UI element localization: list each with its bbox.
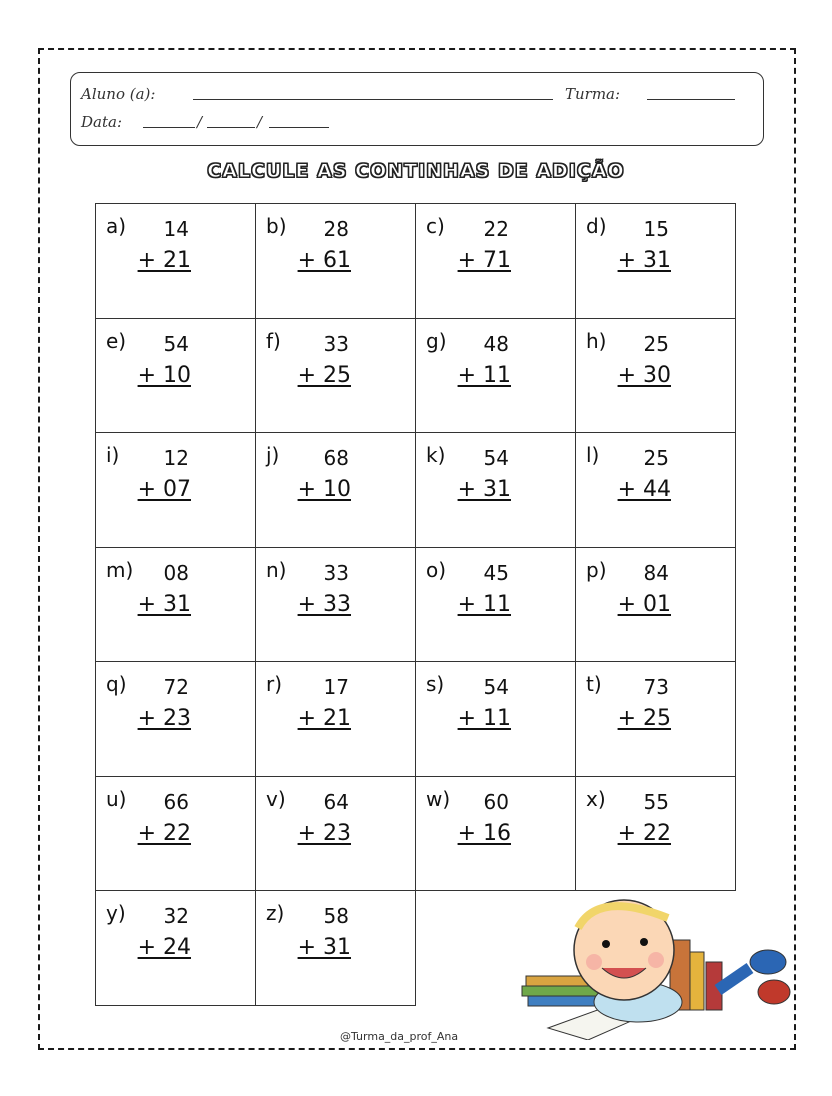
exercise-cell (95, 432, 256, 548)
second-addend: + 22 (137, 820, 191, 846)
exercise-cell (575, 203, 736, 319)
data-year-line[interactable] (269, 127, 329, 128)
exercise-cell (415, 203, 576, 319)
first-addend: 84 (643, 560, 669, 585)
exercise-cell (95, 661, 256, 777)
first-addend: 55 (643, 789, 669, 814)
exercise-letter: m) (106, 557, 134, 582)
exercise-letter: q) (106, 672, 127, 696)
exercise-cell (95, 776, 256, 892)
exercise-cell (95, 318, 256, 434)
second-addend: + 11 (457, 706, 511, 731)
child-reading-books-icon (518, 890, 794, 1045)
second-addend: + 44 (617, 477, 671, 502)
exercise-cell (95, 203, 256, 319)
exercise-cell (95, 890, 256, 1006)
exercise-cell (415, 432, 576, 548)
exercise-letter: k) (426, 443, 446, 467)
exercise-cell (575, 547, 736, 663)
aluno-name-line[interactable] (193, 99, 553, 100)
second-addend: + 25 (297, 362, 351, 388)
exercise-letter: z) (266, 901, 285, 925)
turma-label: Turma: (565, 85, 621, 103)
first-addend: 54 (483, 675, 509, 699)
exercise-letter: d) (586, 214, 607, 238)
exercise-cell (255, 318, 416, 434)
exercise-cell (415, 547, 576, 663)
exercise-cell (255, 203, 416, 319)
first-addend: 12 (163, 446, 189, 470)
exercise-letter: r) (266, 672, 283, 696)
second-addend: + 30 (617, 362, 671, 388)
exercise-cell (415, 776, 576, 892)
second-addend: + 33 (297, 591, 351, 617)
first-addend: 28 (323, 217, 349, 241)
second-addend: + 11 (457, 591, 511, 617)
second-addend: + 22 (617, 820, 671, 846)
exercise-letter: a) (106, 214, 127, 238)
exercise-letter: c) (426, 214, 445, 238)
first-addend: 54 (163, 331, 189, 356)
turma-line[interactable] (647, 99, 735, 100)
date-slash-2: / (257, 113, 263, 131)
exercise-cell (575, 432, 736, 548)
data-day-line[interactable] (143, 127, 195, 128)
exercise-letter: v) (266, 786, 286, 811)
second-addend: + 71 (457, 248, 511, 273)
first-addend: 72 (163, 675, 189, 699)
first-addend: 33 (323, 331, 349, 356)
exercise-letter: i) (106, 443, 120, 467)
first-addend: 22 (483, 217, 509, 241)
exercise-cell (575, 776, 736, 892)
exercise-letter: f) (266, 328, 281, 353)
second-addend: + 23 (297, 820, 351, 846)
exercise-letter: p) (586, 557, 607, 582)
exercise-letter: e) (106, 328, 127, 353)
first-addend: 48 (483, 331, 509, 356)
first-addend: 32 (163, 904, 189, 928)
second-addend: + 10 (297, 477, 351, 502)
data-month-line[interactable] (207, 127, 255, 128)
second-addend: + 01 (617, 591, 671, 617)
exercise-letter: n) (266, 557, 287, 582)
first-addend: 25 (643, 446, 669, 470)
first-addend: 17 (323, 675, 349, 699)
second-addend: + 23 (137, 706, 191, 731)
exercise-letter: x) (586, 786, 606, 811)
first-addend: 14 (163, 217, 189, 241)
data-label: Data: (81, 113, 122, 131)
second-addend: + 21 (137, 248, 191, 273)
exercise-letter: y) (106, 901, 126, 925)
exercise-cell (575, 318, 736, 434)
second-addend: + 11 (457, 362, 511, 388)
date-slash-1: / (197, 113, 203, 131)
second-addend: + 31 (617, 248, 671, 273)
exercise-letter: l) (586, 443, 600, 467)
second-addend: + 24 (137, 935, 191, 960)
exercise-cell (255, 547, 416, 663)
sheet-title: CALCULE AS CONTINHAS DE ADIÇÃO (207, 160, 625, 182)
second-addend: + 31 (297, 935, 351, 960)
second-addend: + 31 (457, 477, 511, 502)
second-addend: + 61 (297, 248, 351, 273)
second-addend: + 16 (457, 820, 511, 846)
exercise-letter: h) (586, 328, 607, 353)
exercise-cell (255, 432, 416, 548)
first-addend: 68 (323, 446, 349, 470)
second-addend: + 21 (297, 706, 351, 731)
exercise-letter: b) (266, 214, 287, 238)
exercise-letter: u) (106, 786, 127, 811)
first-addend: 15 (643, 217, 669, 241)
exercise-cell (415, 661, 576, 777)
student-info-box (70, 72, 764, 146)
first-addend: 64 (323, 789, 349, 814)
second-addend: + 10 (137, 362, 191, 388)
first-addend: 45 (483, 560, 509, 585)
first-addend: 73 (643, 675, 669, 699)
aluno-label: Aluno (a): (81, 85, 156, 103)
exercise-cell (415, 318, 576, 434)
exercise-letter: o) (426, 557, 447, 582)
exercise-cell (95, 547, 256, 663)
exercise-letter: j) (266, 443, 280, 467)
author-credit: @Turma_da_prof_Ana (340, 1030, 459, 1043)
exercise-letter: t) (586, 672, 602, 696)
exercise-cell (255, 661, 416, 777)
exercise-letter: w) (426, 786, 451, 811)
first-addend: 54 (483, 446, 509, 470)
exercise-cell (575, 661, 736, 777)
exercise-letter: g) (426, 328, 447, 353)
exercise-letter: s) (426, 672, 445, 696)
first-addend: 08 (163, 560, 189, 585)
second-addend: + 07 (137, 477, 191, 502)
exercise-cell (255, 890, 416, 1006)
first-addend: 58 (323, 904, 349, 928)
first-addend: 66 (163, 789, 189, 814)
second-addend: + 31 (137, 591, 191, 617)
first-addend: 60 (483, 789, 509, 814)
first-addend: 25 (643, 331, 669, 356)
second-addend: + 25 (617, 706, 671, 731)
exercise-cell (255, 776, 416, 892)
first-addend: 33 (323, 560, 349, 585)
